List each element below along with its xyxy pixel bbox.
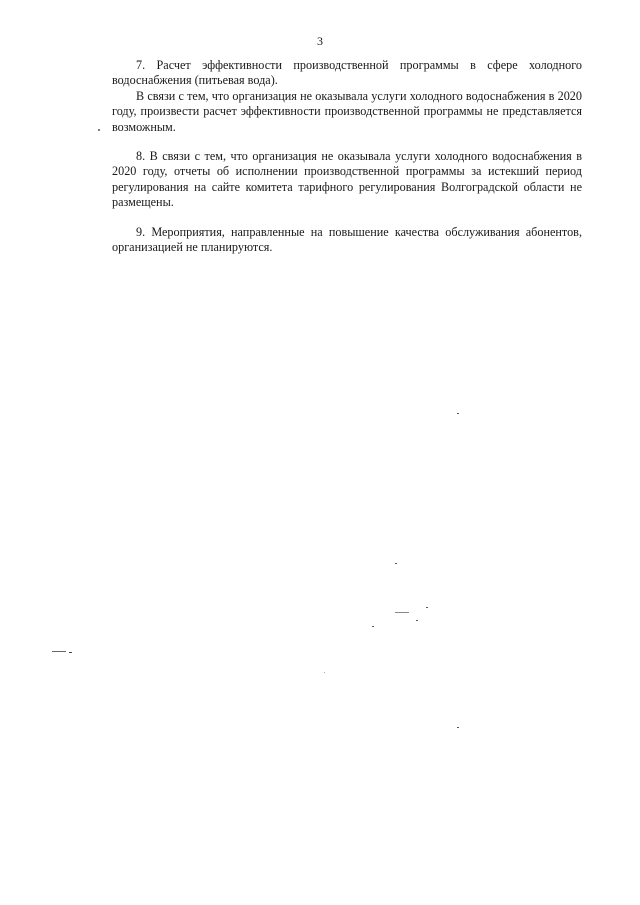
scan-speck [426,607,428,608]
scan-speck [457,727,459,728]
page-number: 3 [317,34,323,48]
scan-speck [457,413,459,414]
scan-speck [324,672,325,673]
scan-speck [372,626,374,627]
scan-speck [52,651,66,652]
paragraph-7-text: В связи с тем, что организация не оказывала услуги холодного водоснабжения в 2020 году, произвести расчет эффективности производственной программы не представляется возможным. [112,88,582,134]
paragraph-8: 8. В связи с тем, что организация не оказывала услуги холодного водоснабжения в 2020 году, отчеты об исполнении производственной программы за истекший период регулирования на сайте комитета тарифного регулирования Волгоградской области не размещены. [112,149,582,210]
scan-speck [395,563,397,564]
scan-speck [416,620,418,621]
scan-speck [98,129,100,131]
scan-speck [69,652,72,653]
paragraph-9: 9. Мероприятия, направленные на повышение качества обслуживания абонентов, организацией не планируются. [112,224,582,255]
document-body [112,58,582,255]
paragraph-7-heading: 7. Расчет эффективности производственной программы в сфере холодного водоснабжения (питьевая вода). [112,58,582,88]
scan-speck [395,612,409,613]
